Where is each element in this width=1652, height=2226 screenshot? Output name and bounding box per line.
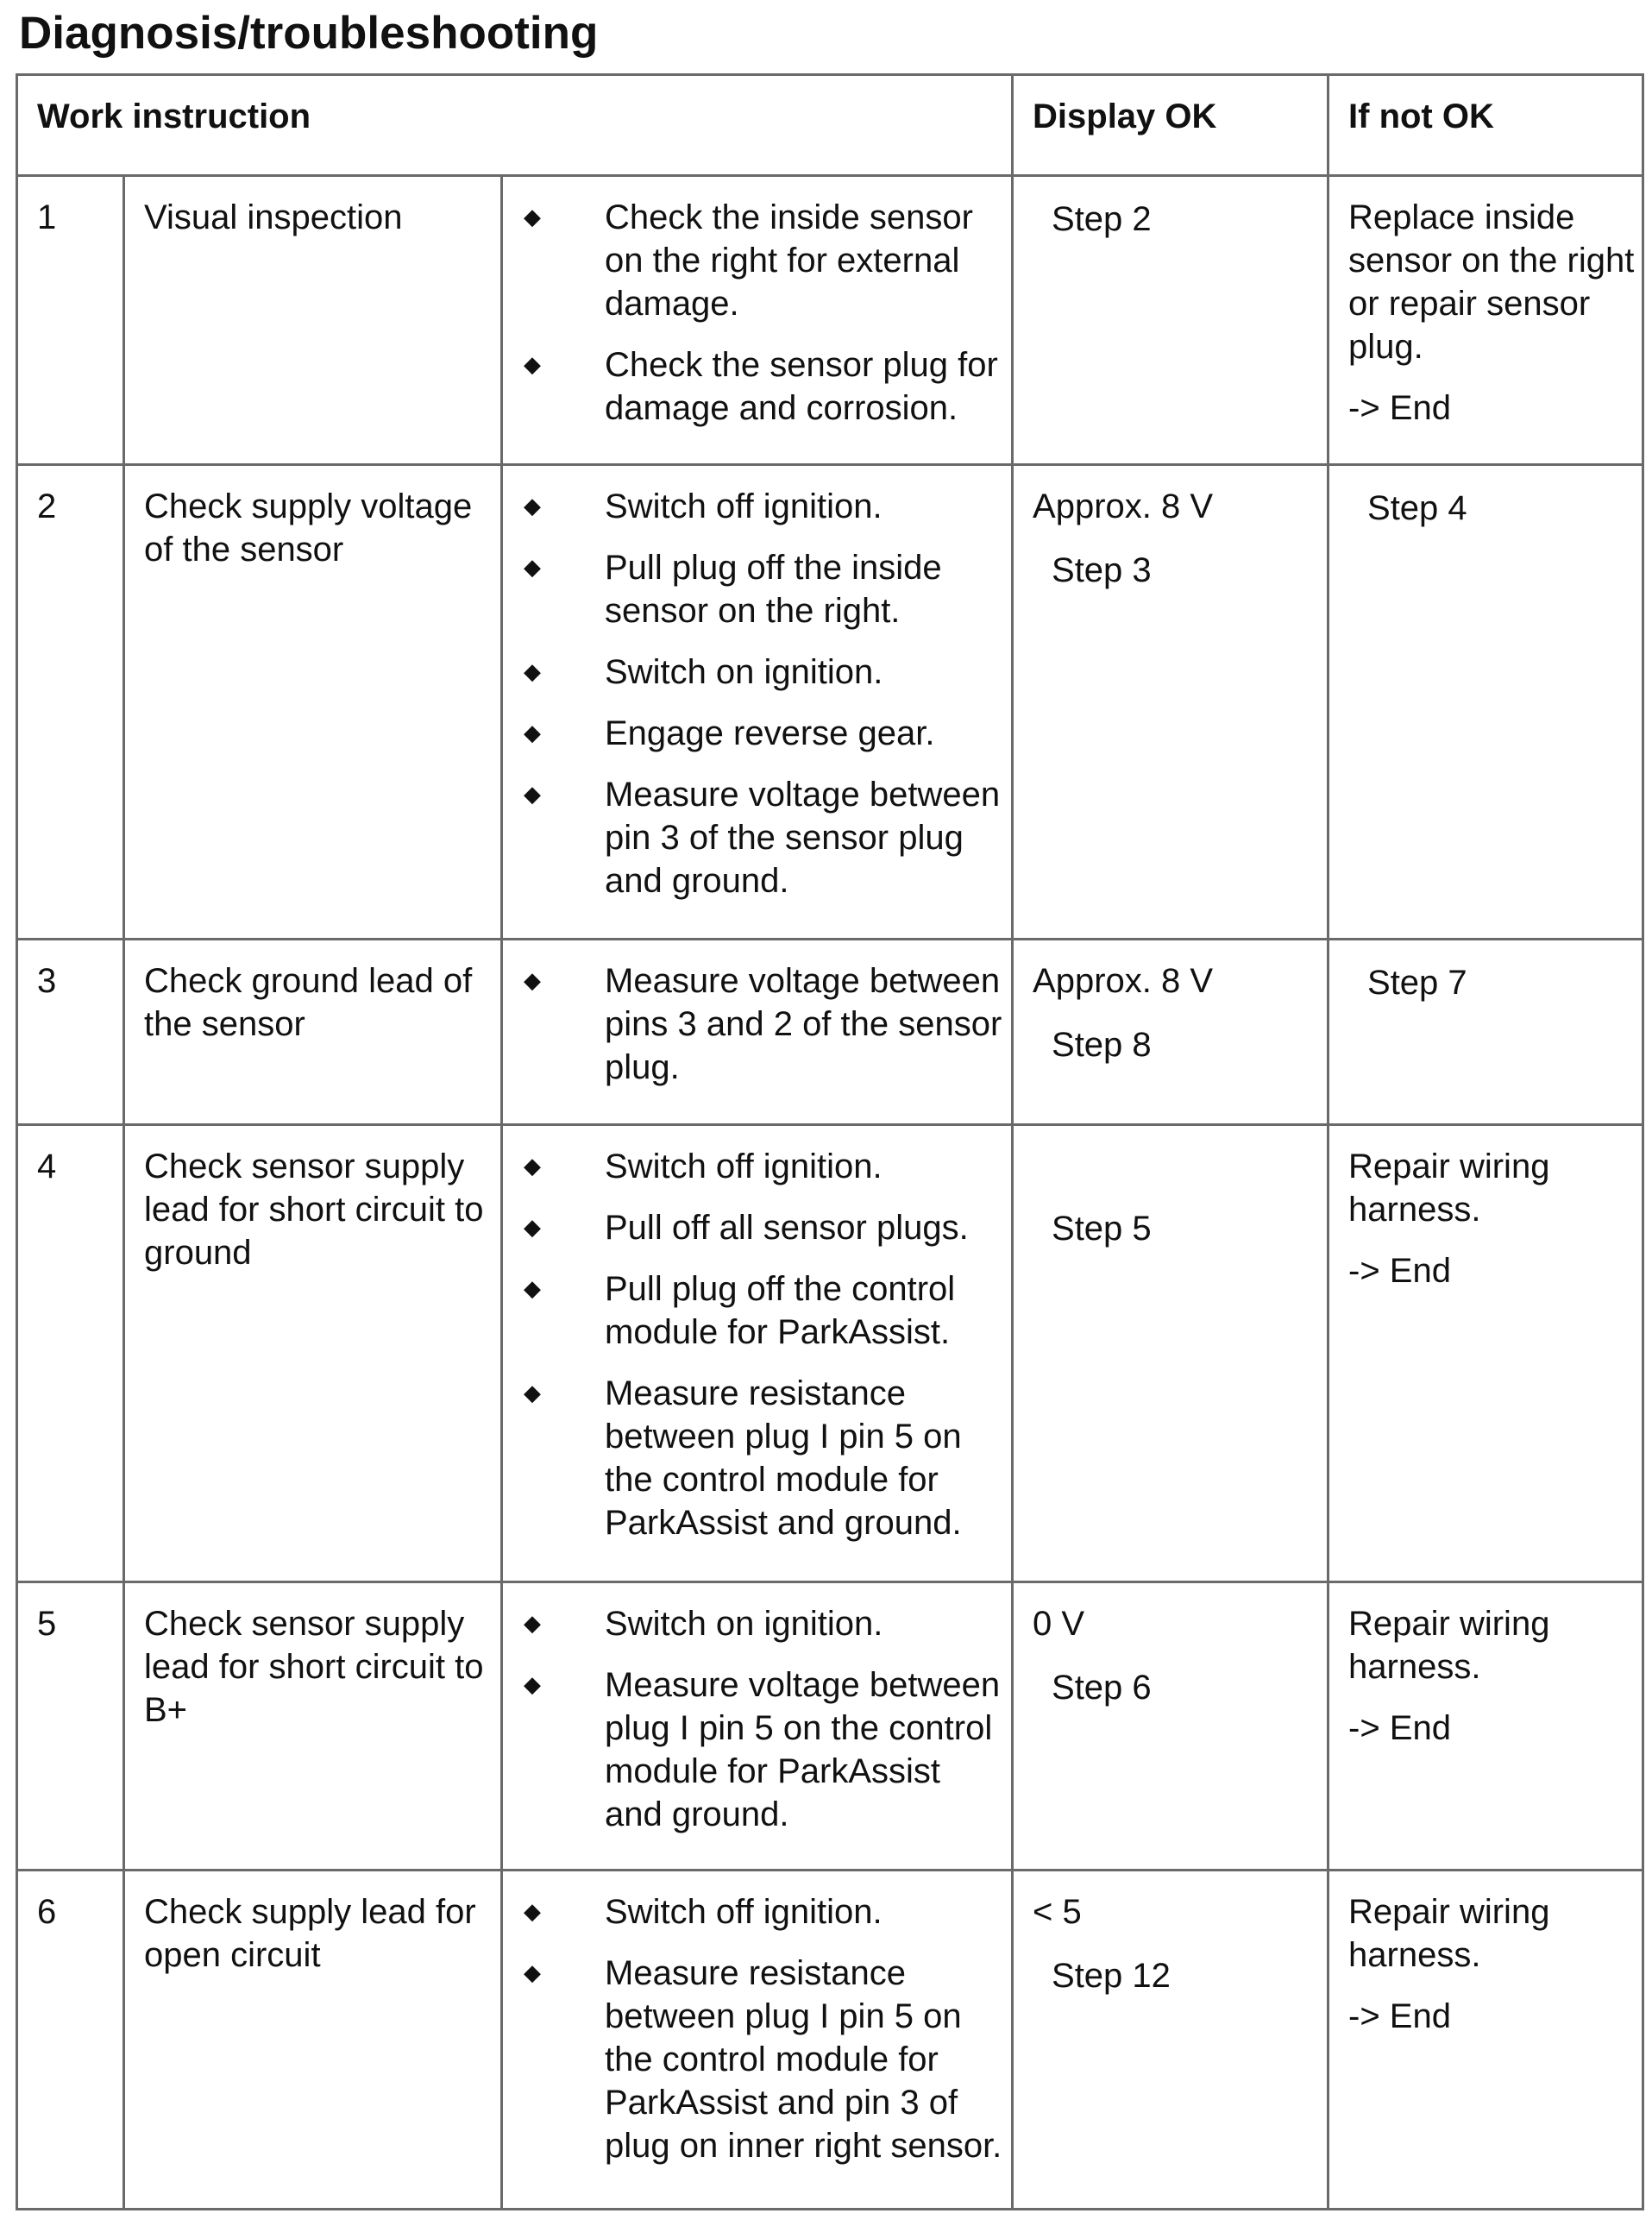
table-row: [17, 176, 1643, 465]
task-title: Check supply voltage of the sensor: [124, 465, 502, 940]
instruction-list-cell: [502, 176, 1013, 465]
table-row: [17, 1125, 1643, 1582]
nok-action: Repair wiring harness.: [1348, 1148, 1550, 1229]
instruction-list-cell: [502, 465, 1013, 940]
instruction-list-cell: [502, 1125, 1013, 1582]
step-number: 4: [17, 1125, 124, 1582]
instruction-list: [518, 485, 1004, 902]
instruction-item: ◆ Measure voltage between plug I pin 5 on the control module for ParkAssist and ground.: [518, 1663, 1004, 1836]
table-row: [17, 465, 1643, 940]
instruction-item: ◆ Check the sensor plug for damage and corrosion.: [518, 343, 1004, 430]
header-display-ok: Display OK: [1013, 75, 1329, 176]
instruction-item: ◆ Pull off all sensor plugs.: [518, 1206, 1004, 1249]
ok-value: < 5: [1033, 1893, 1082, 1931]
ok-next-step: Step 12: [1052, 1957, 1171, 1995]
if-not-ok-cell: [1329, 176, 1643, 465]
task-title: Visual inspection: [124, 176, 502, 465]
instruction-item: ◆ Measure resistance between plug I pin 5 on the control module for ParkAssist and ground.: [518, 1372, 1004, 1544]
instruction-item: ◆ Measure voltage between pins 3 and 2 of the sensor plug.: [518, 959, 1004, 1089]
display-ok-cell: [1013, 465, 1329, 940]
step-number: 1: [17, 176, 124, 465]
if-not-ok-cell: [1329, 465, 1643, 940]
task-title: Check sensor supply lead for short circuit to B+: [124, 1582, 502, 1871]
instruction-item: ◆ Switch off ignition.: [518, 1145, 1004, 1188]
ok-next-step: Step 6: [1052, 1669, 1152, 1707]
display-ok-cell: [1013, 1582, 1329, 1871]
table-row: [17, 1582, 1643, 1871]
nok-action: Repair wiring harness.: [1348, 1605, 1550, 1686]
instruction-list: [518, 1602, 1004, 1836]
task-title: Check ground lead of the sensor: [124, 940, 502, 1125]
instruction-item: ◆ Pull plug off the inside sensor on the right.: [518, 546, 1004, 632]
ok-next-step: Step 8: [1052, 1026, 1152, 1064]
instruction-item: ◆ Switch on ignition.: [518, 1602, 1004, 1645]
instruction-item: ◆ Check the inside sensor on the right for external damage.: [518, 196, 1004, 325]
step-number: 6: [17, 1871, 124, 2210]
step-number: 3: [17, 940, 124, 1125]
nok-next-step: -> End: [1348, 389, 1451, 427]
nok-next-step: -> End: [1348, 1252, 1451, 1290]
ok-value: Approx. 8 V: [1033, 962, 1214, 1000]
instruction-list-cell: [502, 1582, 1013, 1871]
instruction-item: ◆ Switch off ignition.: [518, 485, 1004, 528]
ok-value: 0 V: [1033, 1605, 1085, 1643]
table-header-row: [17, 75, 1643, 176]
instruction-item: ◆ Switch on ignition.: [518, 651, 1004, 694]
table-row: [17, 1871, 1643, 2210]
if-not-ok-cell: [1329, 940, 1643, 1125]
if-not-ok-cell: [1329, 1871, 1643, 2210]
if-not-ok-cell: [1329, 1125, 1643, 1582]
task-title: Check supply lead for open circuit: [124, 1871, 502, 2210]
ok-value: Approx. 8 V: [1033, 487, 1214, 525]
display-ok-cell: [1013, 1125, 1329, 1582]
page-title: Diagnosis/troubleshooting: [19, 8, 599, 59]
troubleshooting-table: [16, 73, 1644, 2210]
instruction-list: [518, 1145, 1004, 1544]
instruction-list-cell: [502, 940, 1013, 1125]
step-number: 2: [17, 465, 124, 940]
instruction-item: ◆ Engage reverse gear.: [518, 712, 1004, 755]
instruction-list-cell: [502, 1871, 1013, 2210]
display-ok-cell: [1013, 940, 1329, 1125]
instruction-list: [518, 1890, 1004, 2167]
nok-next-step: -> End: [1348, 1997, 1451, 2035]
instruction-list: [518, 196, 1004, 430]
if-not-ok-cell: [1329, 1582, 1643, 1871]
header-if-not-ok: If not OK: [1329, 75, 1643, 176]
instruction-item: ◆ Measure resistance between plug I pin 5 on the control module for ParkAssist and pin 3 of plug on inner right sensor.: [518, 1952, 1004, 2167]
task-title: Check sensor supply lead for short circuit to ground: [124, 1125, 502, 1582]
display-ok-cell: [1013, 1871, 1329, 2210]
step-number: 5: [17, 1582, 124, 1871]
nok-next-step: Step 7: [1367, 964, 1467, 1002]
header-work-instruction: Work instruction: [17, 75, 1013, 176]
nok-action: Repair wiring harness.: [1348, 1893, 1550, 1974]
display-ok-cell: [1013, 176, 1329, 465]
instruction-item: ◆ Measure voltage between pin 3 of the sensor plug and ground.: [518, 773, 1004, 902]
nok-next-step: Step 4: [1367, 489, 1467, 527]
ok-next-step: Step 3: [1052, 551, 1152, 589]
instruction-list: [518, 959, 1004, 1089]
ok-next-step: Step 2: [1052, 200, 1152, 238]
instruction-item: ◆ Pull plug off the control module for ParkAssist.: [518, 1267, 1004, 1354]
instruction-item: ◆ Switch off ignition.: [518, 1890, 1004, 1934]
ok-next-step: Step 5: [1052, 1210, 1152, 1248]
nok-next-step: -> End: [1348, 1709, 1451, 1747]
table-row: [17, 940, 1643, 1125]
nok-action: Replace inside sensor on the right or repair sensor plug.: [1348, 198, 1635, 366]
